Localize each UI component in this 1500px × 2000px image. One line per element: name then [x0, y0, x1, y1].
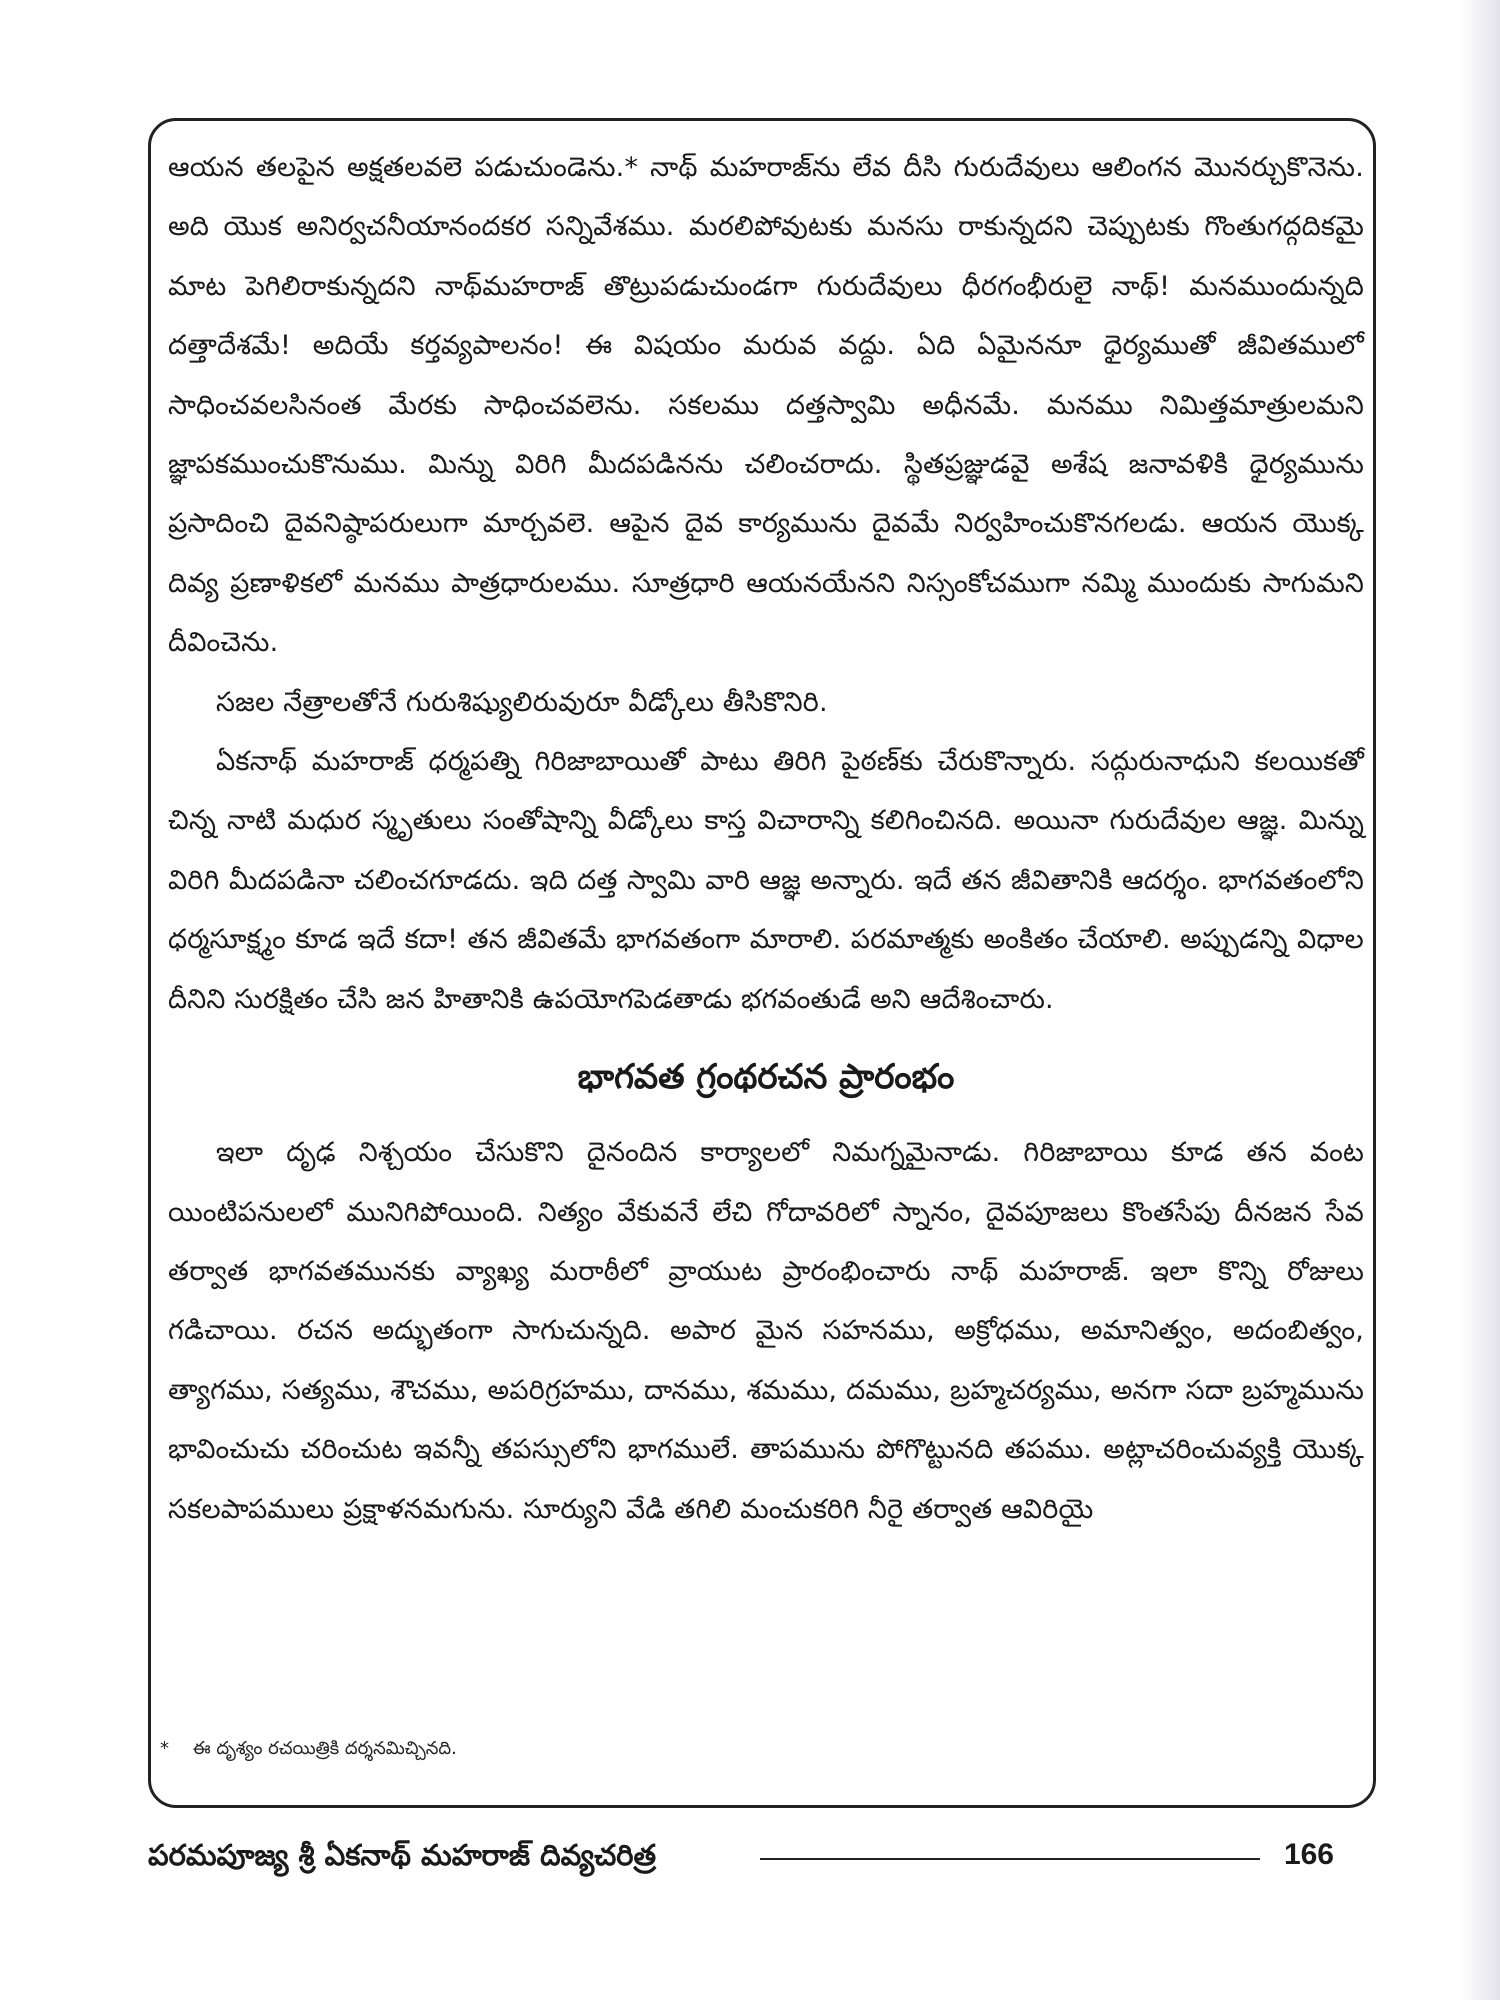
page-number: 166	[1283, 1838, 1334, 1871]
footnote	[160, 1738, 457, 1763]
page-body	[168, 138, 1364, 1539]
paragraph-2: సజల నేత్రాలతోనే గురుశిష్యులిరువురూ వీడ్కోలు తీసికొనిరి.	[216, 686, 828, 718]
page-footer	[148, 1830, 1376, 1880]
footnote-text: ఈ దృశ్యం రచయిత్రికి దర్శనమిచ్చినది.	[192, 1738, 457, 1759]
paragraph-1: ఆయన తలపైన అక్షతలవలె పడుచుండెను.* నాథ్ మహరాజ్‌ను లేవ దీసి గురుదేవులు ఆలింగన మొనర్చుకొనెను. అది యొక అనిర్వచనీయానందకర సన్నివేశము. మరలిపోవుటకు మనసు రాకున్నదని చెప్పుటకు గొంతుగద్గదికమై మాట పెగిలిరాకున్నదని నాథ్‌మహరాజ్ తొట్రుపడుచుండగా గురుదేవులు ధీరగంభీరులై నాథ్! మనముందున్నది దత్తాదేశమే! అదియే కర్తవ్యపాలనం! ఈ విషయం మరువ వద్దు. ఏది ఏమైననూ ధైర్యముతో జీవితములో సాధించవలసినంత మేరకు సాధించవలెను. సకలము దత్తస్వామి అధీనమే. మనము నిమిత్తమాత్రులమని జ్ఞాపకముంచుకొనుము. మిన్ను విరిగి మీదపడినను చలించరాదు. స్థితప్రజ్ఞుడవై అశేష జనావళికి ధైర్యమును ప్రసాదించి దైవనిష్ఠాపరులుగా మార్చవలె. ఆపైన దైవ కార్యమును దైవమే నిర్వహించుకొనగలడు. ఆయన యొక్క దివ్య ప్రణాళికలో మనము పాత్రధారులము. సూత్రధారి ఆయనయేనని నిస్సంకోచముగా నమ్మి ముందుకు సాగుమని దీవించెను.	[168, 152, 1364, 659]
book-title: పరమపూజ్య శ్రీ ఏకనాథ్ మహరాజ్ దివ్యచరిత్ర	[148, 1838, 657, 1872]
section-heading: భాగవత గ్రంథరచన ప్రారంభం	[577, 1057, 955, 1098]
page-edge-shadow	[1460, 0, 1500, 2000]
paragraph-4: ఇలా దృఢ నిశ్చయం చేసుకొని దైనందిన కార్యాలలో నిమగ్నమైనాడు. గిరిజాబాయి కూడ తన వంట యింటిపనులలో మునిగిపోయింది. నిత్యం వేకువనే లేచి గోదావరిలో స్నానం, దైవపూజలు కొంతసేపు దీనజన సేవ తర్వాత భాగవతమునకు వ్యాఖ్య మరాఠీలో వ్రాయుట ప్రారంభించారు నాథ్ మహరాజ్. ఇలా కొన్ని రోజులు గడిచాయి. రచన అద్భుతంగా సాగుచున్నది. అపార మైన సహనము, అక్రోధము, అమానిత్వం, అదంబిత్వం, త్యాగము, సత్యము, శౌచము, అపరిగ్రహము, దానము, శమము, దమము, బ్రహ్మచర్యము, అనగా సదా బ్రహ్మమును భావించుచు చరించుట ఇవన్నీ తపస్సులోని భాగములే. తాపమును పోగొట్టునది తపము. అట్లాచరించువ్యక్తి యొక్క సకలపాపములు ప్రక్షాళనమగును. సూర్యుని వేడి తగిలి మంచుకరిగి నీరై తర్వాత ఆవిరియై	[168, 1137, 1364, 1525]
paragraph-3: ఏకనాథ్ మహరాజ్ ధర్మపత్ని గిరిజాబాయితో పాటు తిరిగి పైఠణ్‌కు చేరుకొన్నారు. సద్గురునాధుని కలయికతో చిన్న నాటి మధుర స్మృతులు సంతోషాన్ని వీడ్కోలు కాస్త విచారాన్ని కలిగించినది. అయినా గురుదేవుల ఆజ్ఞ. మిన్ను విరిగి మీదపడినా చలించగూడదు. ఇది దత్త స్వామి వారి ఆజ్ఞ అన్నారు. ఇదే తన జీవితానికి ఆదర్శం. భాగవతంలోని ధర్మసూక్ష్మం కూడ ఇదే కదా! తన జీవితమే భాగవతంగా మారాలి. పరమాత్మకు అంకితం చేయాలి. అప్పుడన్ని విధాల దీనిని సురక్షితం చేసి జన హితానికి ఉపయోగపెడతాడు భగవంతుడే అని ఆదేశించారు.	[168, 746, 1364, 1015]
footer-rule	[760, 1858, 1260, 1860]
footnote-marker: *	[160, 1738, 169, 1759]
